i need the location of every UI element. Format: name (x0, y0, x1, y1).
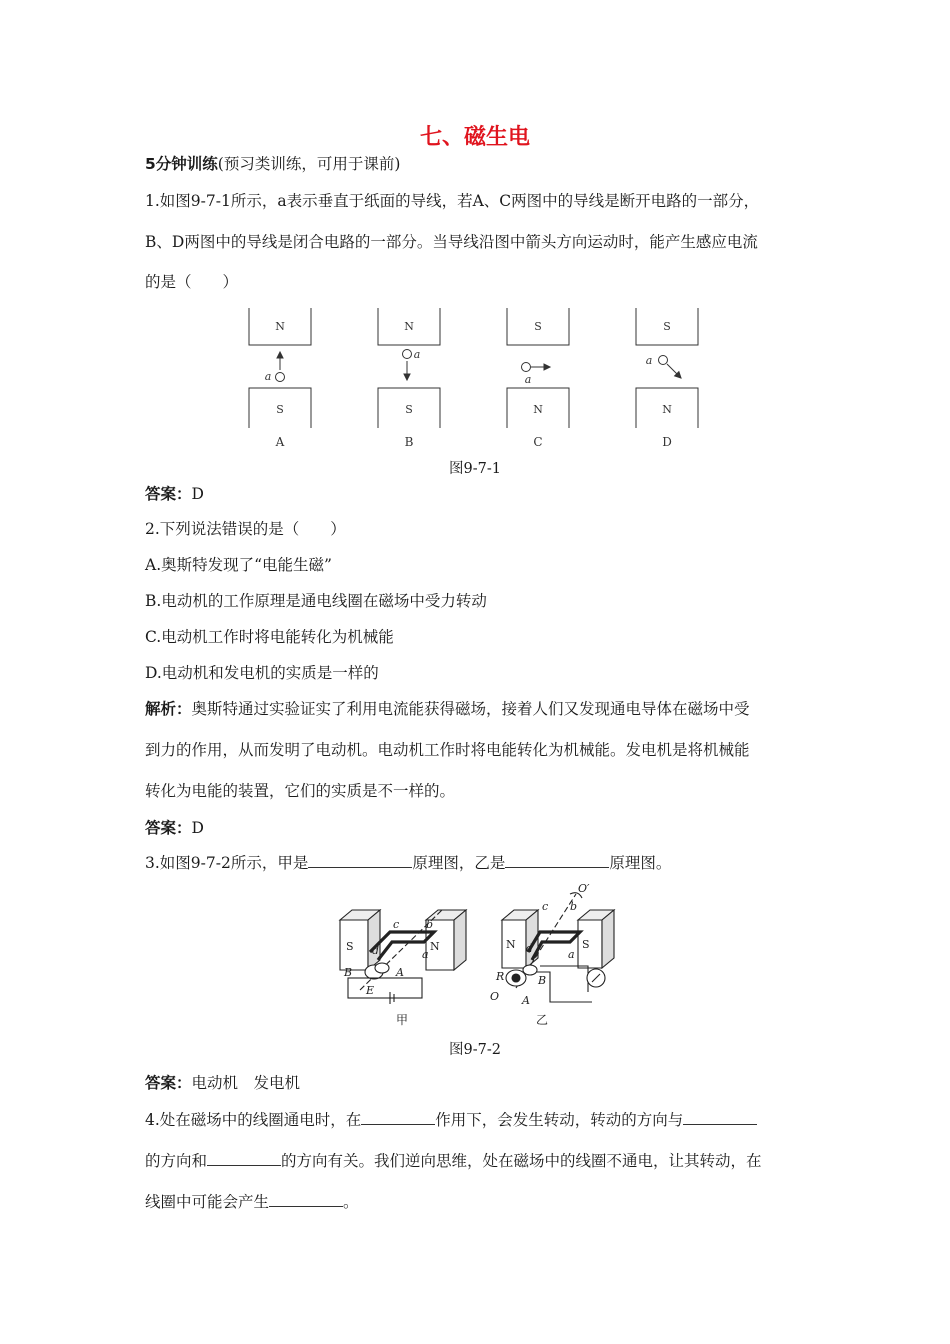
q4-line-1-a: 4.处在磁场中的线圈通电时，在 (145, 1111, 362, 1129)
q2-option-c: C.电动机工作时将电能转化为机械能 (145, 628, 394, 646)
q4-line-1 (145, 1108, 825, 1130)
generator-label-A: A (522, 994, 530, 1007)
section-header-bold: 5分钟训练 (145, 155, 218, 173)
q4-line-2 (145, 1149, 825, 1171)
generator-label-o: O (490, 990, 500, 1003)
q4-line-2-b: 的方向有关。我们逆向思维，处在磁场中的线圈不通电，让其转动，在 (281, 1152, 762, 1170)
top-pole-label: S (663, 320, 671, 333)
motion-arrowhead (544, 364, 550, 370)
q3-blank-2[interactable] (505, 853, 609, 868)
panel-label: A (275, 435, 285, 449)
section-header (145, 152, 825, 174)
section-header-rest: (预习类训练，可用于课前) (217, 155, 401, 173)
motion-arrowhead (277, 352, 283, 358)
q2-analysis-line-1 (145, 697, 825, 719)
figure-9-7-2-caption: 图9-7-2 (449, 1042, 501, 1058)
q3-answer (145, 1071, 825, 1093)
motor-label-c: c (393, 918, 400, 931)
q3-stem-part-2: 原理图，乙是 (412, 854, 506, 872)
q2-answer-value: D (191, 819, 204, 837)
q4-line-3 (145, 1190, 825, 1212)
motor-label-s: S (346, 940, 354, 953)
panel-label: D (662, 435, 672, 449)
q4-line-3-a: 线圈中可能会产生 (145, 1193, 270, 1211)
figure-9-7-1 (230, 300, 720, 460)
q3-answer-label: 答案： (145, 1074, 192, 1092)
q2-option-b: B.电动机的工作原理是通电线圈在磁场中受力转动 (145, 592, 487, 610)
wire-label: a (645, 354, 653, 367)
generator-label-d: d (526, 942, 534, 955)
generator-label-n: N (506, 938, 516, 951)
generator-label-a: a (568, 948, 575, 961)
q2-stem: 2.下列说法错误的是（ ） (145, 520, 346, 538)
generator-label-c: c (542, 900, 549, 913)
q1-line-2: B、D两图中的导线是闭合电路的一部分。当导线沿图中箭头方向运动时，能产生感应电流 (145, 233, 758, 251)
generator-label-R: R (496, 970, 505, 983)
panel-label: C (533, 435, 543, 449)
q2-option-d: D.电动机和发电机的实质是一样的 (145, 664, 379, 682)
q2-analysis-line-3: 转化为电能的装置，它们的实质是不一样的。 (145, 782, 456, 800)
q3-stem-part-3: 原理图。 (609, 854, 672, 872)
q4-line-3-b: 。 (343, 1193, 359, 1211)
motor-label-E: E (366, 984, 375, 997)
q2-option-a: A.奥斯特发现了“电能生磁” (145, 556, 332, 574)
generator-label-s: S (582, 938, 590, 951)
motor-diagram (340, 910, 466, 1004)
wire-label: a (524, 373, 532, 386)
generator-diagram (502, 893, 614, 1002)
motor-label-A: A (396, 966, 404, 979)
wire-cross-section (276, 373, 285, 382)
q2-answer (145, 816, 825, 838)
page-title: 七、磁生电 (419, 125, 530, 150)
q1-answer-value: D (191, 485, 204, 503)
q2-analysis-line-2: 到力的作用，从而发明了电动机。电动机工作时将电能转化为机械能。发电机是将机械能 (145, 741, 750, 759)
motor-diagram-label: 甲 (396, 1013, 409, 1027)
q2-answer-label: 答案： (145, 819, 192, 837)
q3-stem (145, 851, 825, 873)
panel-label: B (404, 435, 414, 449)
wire-cross-section (659, 356, 668, 365)
generator-label-B: B (538, 974, 547, 987)
q4-blank-2[interactable] (683, 1110, 757, 1125)
q2-analysis-text-1: 奥斯特通过实验证实了利用电流能获得磁场，接着人们又发现通电导体在磁场中受 (191, 700, 750, 718)
q1-answer (145, 482, 825, 504)
motor-label-n: N (430, 940, 440, 953)
q1-line-1: 1.如图9-7-1所示，a表示垂直于纸面的导线，若A、C两图中的导线是断开电路的一部分， (145, 192, 760, 210)
wire-label: a (264, 370, 272, 383)
top-pole-label: S (534, 320, 542, 333)
q4-blank-3[interactable] (207, 1151, 281, 1166)
motor-label-a: a (422, 948, 429, 961)
q3-answer-value: 电动机 发电机 (191, 1074, 301, 1092)
motor-label-d: d (372, 944, 380, 957)
top-pole-label: N (275, 320, 285, 333)
generator-diagram-label: 乙 (536, 1013, 549, 1027)
generator-label-o-prime: O′ (578, 882, 590, 895)
bottom-pole-label: S (276, 403, 284, 416)
q4-blank-1[interactable] (361, 1110, 435, 1125)
generator-label-b: b (570, 900, 578, 913)
bottom-pole-label: N (533, 403, 543, 416)
wire-label: a (413, 348, 421, 361)
bottom-pole-label: S (405, 403, 413, 416)
motor-label-b: b (426, 918, 434, 931)
q4-line-2-a: 的方向和 (145, 1152, 208, 1170)
q1-answer-label: 答案： (145, 485, 192, 503)
q3-blank-1[interactable] (308, 853, 412, 868)
figure-9-7-1-caption: 图9-7-1 (449, 461, 501, 477)
top-pole-label: N (404, 320, 414, 333)
q1-line-3: 的是（ ） (145, 273, 239, 291)
q3-stem-part-1: 3.如图9-7-2所示，甲是 (145, 854, 309, 872)
wire-cross-section (522, 363, 531, 372)
q4-line-1-b: 作用下，会发生转动，转动的方向与 (435, 1111, 684, 1129)
wire-cross-section (403, 350, 412, 359)
q2-analysis-label: 解析： (145, 700, 192, 718)
motor-label-B: B (344, 966, 353, 979)
q4-blank-4[interactable] (269, 1192, 343, 1207)
motion-arrowhead (404, 374, 410, 380)
figure-9-7-2 (330, 880, 620, 1030)
bottom-pole-label: N (662, 403, 672, 416)
